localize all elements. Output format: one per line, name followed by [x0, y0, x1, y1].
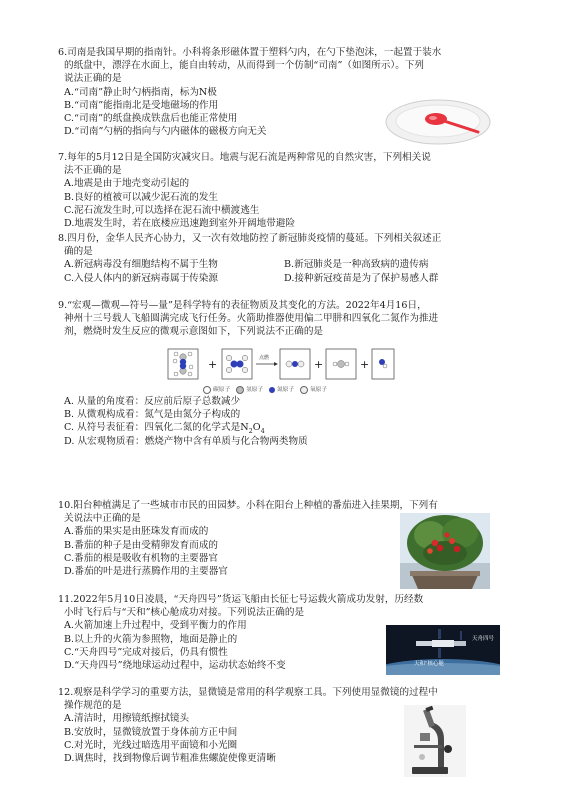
svg-text:+: + — [314, 358, 324, 371]
question-8-stem-line: 确的是 — [64, 246, 93, 258]
carbon-atom-icon — [236, 386, 244, 394]
legend-item: 氮原子 — [276, 387, 295, 393]
question-10-stem-line: 关说法中正确的是 — [64, 513, 141, 525]
question-9-option-d: D. 从宏观物质看：燃烧产物中含有单质与化合物两类物质 — [64, 435, 308, 447]
question-9-options — [58, 395, 518, 448]
question-6-option-a: A.“司南”静止时勺柄指南，标为N极 — [64, 86, 217, 98]
question-8 — [58, 232, 518, 285]
question-7 — [58, 151, 518, 230]
question-10-option-b: B.番茄的种子是由受精卵发育而成的 — [64, 539, 219, 551]
question-7-option-d: D.地震发生时，若在底楼应迅速跑到室外开阔地带避险 — [64, 218, 296, 230]
question-9-stem-line: 神州十三号载人飞船圆满完成飞行任务。火箭助推器使用偏二甲肼和四氧化二氮作为推进 — [64, 313, 439, 325]
question-11-option-d: D.“天舟四号”绕地球运动过程中，运动状态始终不变 — [64, 660, 286, 672]
sinan-compass-figure — [378, 88, 496, 148]
question-7-option-a: A.地震是由于地壳变动引起的 — [64, 178, 190, 190]
space-station-photo — [386, 625, 500, 675]
question-10-option-c: C.番茄的根是吸收有机物的主要器官 — [64, 552, 218, 564]
question-8-option-c: C.入侵人体内的新冠病毒属于传染源 — [64, 272, 218, 284]
reaction-micro-diagram — [166, 347, 396, 381]
subscript: 4 — [260, 427, 265, 435]
tomato-plant-photo — [400, 513, 490, 589]
question-7-option-b: B.良好的植被可以减少泥石流的发生 — [64, 191, 219, 203]
question-9-option-a: A. 从量的角度看：反应前后原子总数减少 — [64, 396, 241, 407]
microscope-photo — [404, 705, 466, 777]
question-6-stem-line: 的纸盘中，漂浮在水面上，能自由转动，从而得到一个仿制“司南”（如图所示）。下列 — [64, 60, 424, 72]
svg-text:+: + — [360, 358, 370, 371]
subscript: 2 — [248, 427, 253, 435]
option-c-text: O — [252, 422, 261, 434]
question-11-option-c: C.“天舟四号”完成对接后，仍具有惯性 — [64, 646, 228, 658]
question-11-option-a: A.火箭加速上升过程中，受到平衡力的作用 — [64, 620, 247, 632]
option-c-text: C. 从符号表征看：四氧化二氮的化学式是N — [64, 422, 249, 434]
question-10-stem-line: 10.阳台种植满足了一些城市市民的田园梦。小科在阳台上种植的番茄进入挂果期，下列有 — [58, 500, 438, 511]
question-9-option-c — [58, 421, 518, 434]
question-12-stem-line: 12.观察是科学学习的重要方法，显微镜是常用的科学观察工具。下列使用显微镜的过程中 — [58, 687, 438, 698]
question-6-option-d: D.“司南”勺柄的指向与勺内磁体的磁极方向无关 — [64, 126, 267, 138]
question-12-option-d: D.调焦时，找到物像后调节粗准焦螺旋使像更清晰 — [64, 753, 276, 765]
question-8-option-a: A.新冠病毒没有细胞结构不属于生物 — [64, 259, 218, 271]
question-8-option-row — [58, 258, 518, 271]
svg-text:+: + — [208, 358, 218, 371]
question-12-stem-line: 操作规范的是 — [64, 700, 122, 712]
question-12-option-a: A.清洁时，用擦镜纸擦拭镜头 — [64, 713, 190, 725]
question-7-stem-line: 法不正确的是 — [64, 165, 122, 177]
question-6-option-c: C.“司南”的纸盘换成铁盘后也能正常使用 — [64, 113, 238, 125]
question-6-stem-line: 6.司南是我国早期的指南针。小科将条形磁体置于塑料勺内，在勺下垫泡沫，一起置于装水 — [58, 47, 442, 58]
question-8-stem-line: 8.四月份，金华人民齐心协力，又一次有效地防控了新冠肺炎疫情的蔓延。下列相关叙述正 — [58, 233, 442, 244]
question-9 — [58, 299, 518, 339]
question-11-option-b: B.以上升的火箭为参照物，地面是静止的 — [64, 633, 238, 645]
label-tianzhou: 天舟四号 — [472, 636, 495, 642]
question-7-stem-line: 7.每年的5月12日是全国防灾减灾日。地震与泥石流是两种常见的自然灾害，下列相关说 — [58, 152, 431, 163]
question-11-stem-line: 小时飞行后与“天和”核心舱成功对接。下列说法正确的是 — [64, 607, 305, 619]
question-8-option-row — [58, 272, 518, 285]
question-9-stem-line: 9.“宏观—微观—符号—量”是科学特有的表征物质及其变化的方法。2022年4月16日， — [58, 300, 427, 311]
question-11-stem-line: 11.2022年5月10日凌晨，“天舟四号”货运飞船由长征七号运载火箭成功发射，历经数 — [58, 594, 424, 605]
question-8-option-b: B.新冠肺炎是一种高致病的遗传病 — [284, 259, 429, 271]
question-6-stem-line: 说法正确的是 — [64, 73, 122, 85]
question-9-option-b: B. 从微观构成看：氮气是由氮分子构成的 — [64, 409, 241, 421]
question-7-option-c: C.泥石流发生时,可以选择在泥石流中横渡逃生 — [64, 204, 260, 216]
label-tianhe: 天和"核心舱 — [414, 661, 445, 667]
question-9-stem-line: 剂，燃烧时发生反应的微观示意图如下，下列说法不正确的是 — [64, 326, 324, 338]
question-10-option-d: D.番茄的叶是进行蒸腾作用的主要器官 — [64, 566, 228, 578]
carbon-dioxide-molecule — [286, 361, 304, 367]
oxygen-atom-icon — [300, 386, 308, 394]
legend-item: 氢原子 — [245, 387, 264, 393]
arrow-label: 点燃 — [259, 355, 270, 361]
legend-item: 碳原子 — [213, 387, 231, 393]
question-8-option-d: D.接种新冠疫苗是为了保护易感人群 — [284, 272, 439, 284]
nitrogen-atom-icon — [269, 387, 275, 393]
question-12-option-c: C.对光时，光线过暗选用平面镜和小光圈 — [64, 739, 238, 751]
legend-item: 氧原子 — [309, 387, 328, 393]
question-10-option-a: A.番茄的果实是由胚珠发育而成的 — [64, 526, 209, 538]
hydrogen-atom-icon — [203, 386, 211, 394]
question-12-option-b: B.安放时，显微镜放置于身体前方正中间 — [64, 726, 238, 738]
question-6-option-b: B.“司南”能指南北是受地磁场的作用 — [64, 99, 219, 111]
